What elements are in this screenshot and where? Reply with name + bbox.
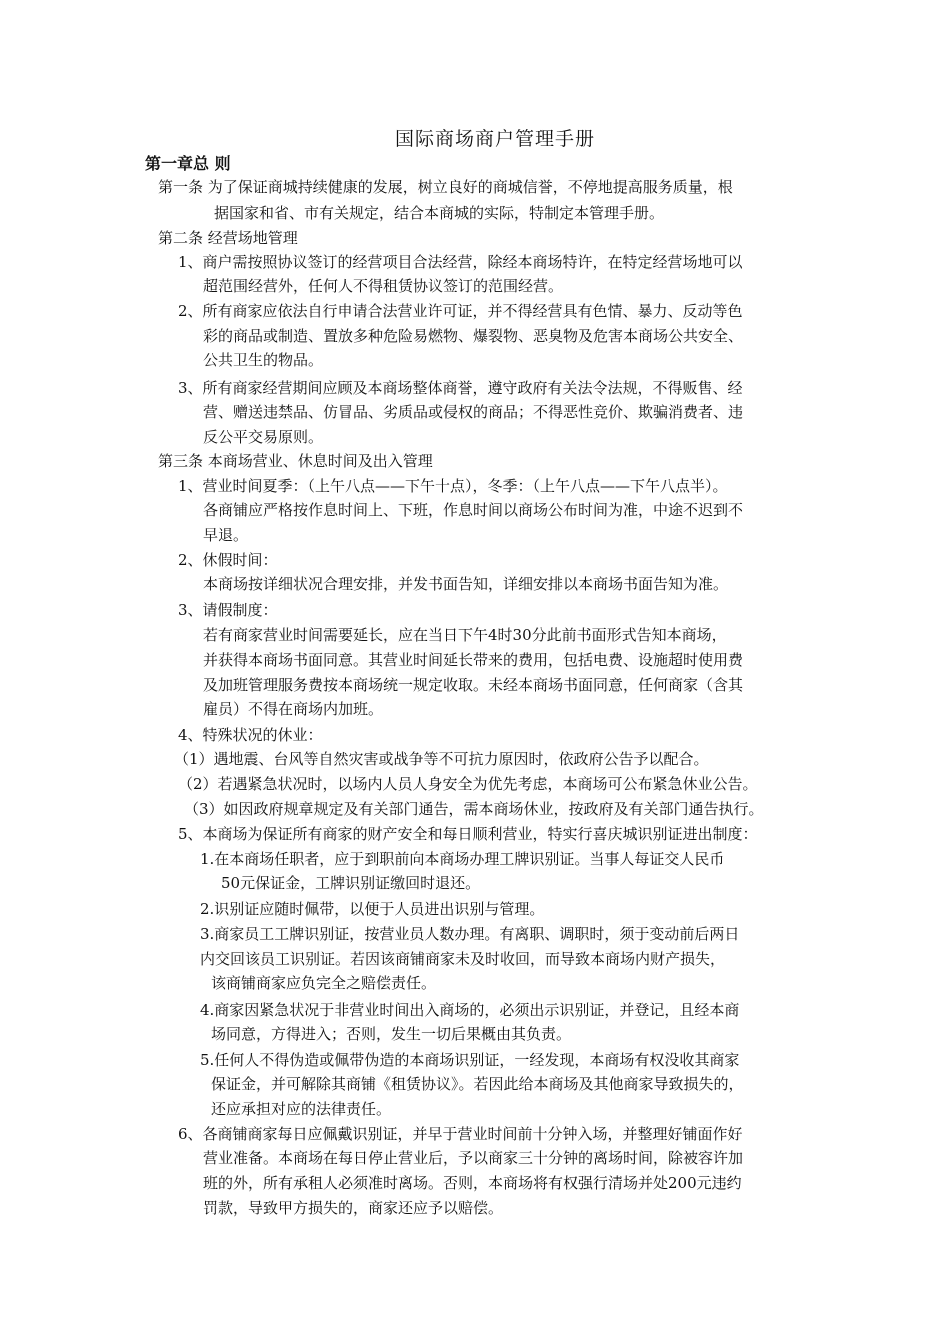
text-line: 5、本商场为保证所有商家的财产安全和每日顺利营业，特实行喜庆城识别证进出制度： [178,825,758,843]
text-line: 4.商家因紧急状况于非营业时间出入商场的，必须出示识别证，并登记，且经本商 [200,1001,740,1019]
article-heading: 第三条 本商场营业、休息时间及出入管理 [158,452,433,470]
text-line: 3、请假制度： [178,601,278,619]
chapter-heading: 第一章总 则 [145,154,231,173]
text-line: 据国家和省、市有关规定，结合本商城的实际，特制定本管理手册。 [214,204,665,222]
text-line: 营业准备。本商场在每日停止营业后，予以商家三十分钟的离场时间，除被容许加 [203,1149,744,1167]
text-line: 及加班管理服务费按本商场统一规定收取。未经本商场书面同意，任何商家（含其 [203,676,744,694]
text-line: （2）若遇紧急状况时，以场内人员人身安全为优先考虑，本商场可公布紧急休业公告。 [178,775,758,793]
text-line: 5.任何人不得伪造或佩带伪造的本商场识别证，一经发现，本商场有权没收其商家 [200,1051,740,1069]
text-line: 4、特殊状况的休业： [178,726,323,744]
text-line: 2、休假时间： [178,551,278,569]
text-line: 雇员）不得在商场内加班。 [203,700,384,718]
text-line: 超范围经营外，任何人不得租赁协议签订的范围经营。 [203,277,564,295]
text-line: 3、所有商家经营期间应顾及本商场整体商誉，遵守政府有关法令法规，不得贩售、经 [178,379,743,397]
text-line: 2、所有商家应依法自行申请合法营业许可证，并不得经营具有色情、暴力、反动等色 [178,302,743,320]
text-line: 6、各商铺商家每日应佩戴识别证，并早于营业时间前十分钟入场，并整理好铺面作好 [178,1125,743,1143]
text-line: （1）遇地震、台风等自然灾害或战争等不可抗力原因时，依政府公告予以配合。 [174,750,709,768]
text-line: 班的外，所有承租人必须准时离场。否则，本商场将有权强行清场并处200元违约 [203,1174,742,1192]
text-line: 若有商家营业时间需要延长，应在当日下午4时30分此前书面形式告知本商场， [203,626,727,644]
text-line: 该商铺商家应负完全之赔偿责任。 [211,974,437,992]
text-line: 50元保证金，工牌识别证缴回时退还。 [221,874,481,892]
text-line: 1.在本商场任职者，应于到职前向本商场办理工牌识别证。当事人每证交人民币 [200,850,725,868]
text-line: 保证金，并可解除其商铺《租赁协议》。若因此给本商场及其他商家导致损失的， [211,1075,744,1093]
text-line: 彩的商品或制造、置放多种危险易燃物、爆裂物、恶臭物及危害本商场公共安全、 [203,327,744,345]
text-line: 罚款，导致甲方损失的，商家还应予以赔偿。 [203,1199,504,1217]
text-line: 营、赠送违禁品、仿冒品、劣质品或侵权的商品；不得恶性竞价、欺骗消费者、违 [203,403,744,421]
text-line: 早退。 [203,526,249,544]
text-line: 场同意，方得进入；否则，发生一切后果概由其负责。 [211,1025,572,1043]
text-line: 3.商家员工工牌识别证，按营业员人数办理。有离职、调职时，须于变动前后两日 [200,925,740,943]
text-line: 反公平交易原则。 [203,428,324,446]
text-line: 并获得本商场书面同意。其营业时间延长带来的费用，包括电费、设施超时使用费 [203,651,744,669]
text-line: 2.识别证应随时佩带，以便于人员进出识别与管理。 [200,900,545,918]
article-heading: 第二条 经营场地管理 [158,229,298,247]
text-line: 1、商户需按照协议签订的经营项目合法经营，除经本商场特许，在特定经营场地可以 [178,253,743,271]
text-line: 还应承担对应的法律责任。 [211,1100,392,1118]
document-title: 国际商场商户管理手册 [394,128,595,150]
text-line: 内交回该员工识别证。若因该商铺商家未及时收回，而导致本商场内财产损失， [200,950,726,968]
text-line: 公共卫生的物品。 [203,351,324,369]
text-line: （3）如因政府规章规定及有关部门通告，需本商场休业，按政府及有关部门通告执行。 [184,800,764,818]
text-line: 1、营业时间夏季：（上午八点——下午十点），冬季：（上午八点——下午八点半）。 [178,477,728,495]
text-line: 第一条 为了保证商城持续健康的发展，树立良好的商城信誉，不停地提高服务质量，根 [158,178,733,196]
text-line: 本商场按详细状况合理安排，并发书面告知，详细安排以本商场书面告知为准。 [203,575,729,593]
text-line: 各商铺应严格按作息时间上、下班，作息时间以商场公布时间为准，中途不迟到不 [203,501,744,519]
